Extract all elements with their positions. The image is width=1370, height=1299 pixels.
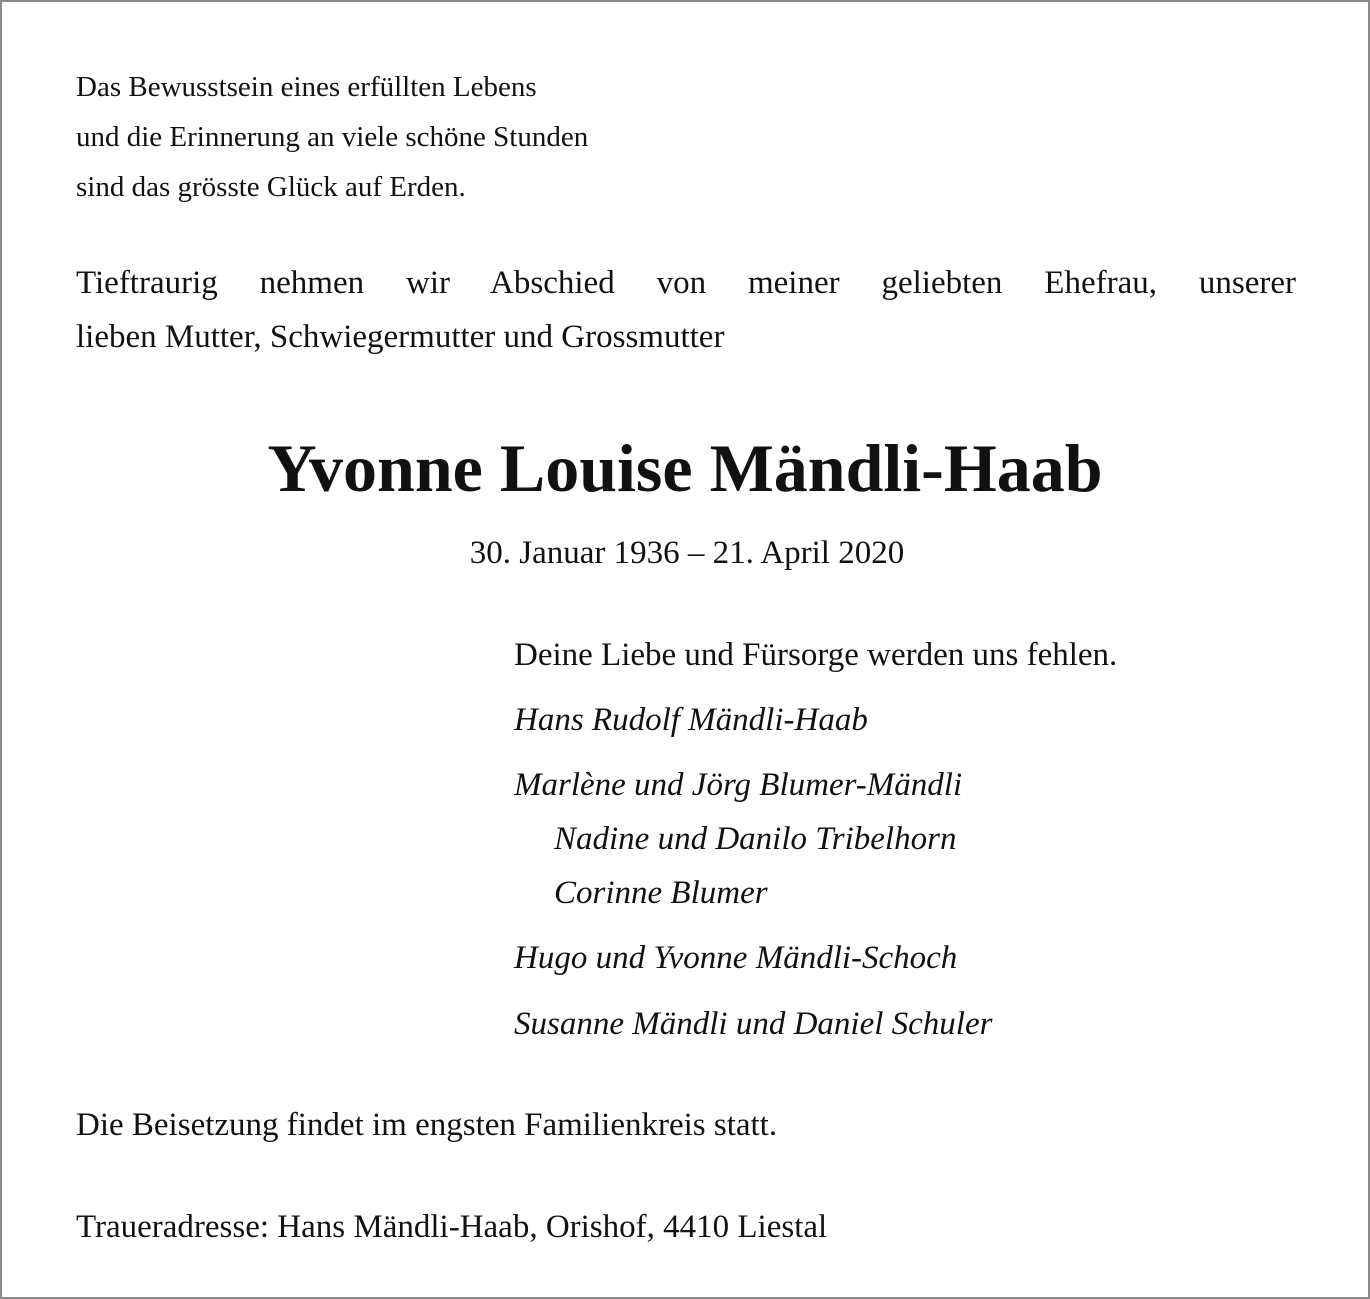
mourner-name: Hugo und Yvonne Mändli-Schoch <box>514 940 958 976</box>
burial-notice: Die Beisetzung findet im engsten Familienkreis statt. <box>76 1107 778 1143</box>
deceased-name: Yvonne Louise Mändli-Haab <box>267 430 1103 506</box>
motto-line: sind das grösste Glück auf Erden. <box>76 171 466 203</box>
farewell-message: Deine Liebe und Fürsorge werden uns fehlen. <box>514 637 1118 673</box>
mourner-name: Hans Rudolf Mändli-Haab <box>514 702 868 738</box>
mourner-name: Susanne Mändli und Daniel Schuler <box>514 1006 993 1042</box>
motto-line: und die Erinnerung an viele schöne Stunden <box>76 121 589 153</box>
life-dates: 30. Januar 1936 – 21. April 2020 <box>469 535 905 571</box>
motto-line: Das Bewusstsein eines erfüllten Lebens <box>76 71 537 103</box>
mourning-address: Traueradresse: Hans Mändli-Haab, Orishof, 4410 Liestal <box>76 1209 828 1245</box>
announcement-line: Tieftraurig nehmen wir Abschied von meiner geliebten Ehefrau, unserer <box>76 265 1296 301</box>
mourner-name: Marlène und Jörg Blumer-Mändli <box>514 767 963 803</box>
mourner-name: Nadine und Danilo Tribelhorn <box>554 821 957 857</box>
announcement-line: lieben Mutter, Schwiegermutter und Grossmutter <box>76 319 725 355</box>
motto-verse <box>76 62 588 212</box>
announcement-text <box>76 256 1296 364</box>
mourner-name: Corinne Blumer <box>554 875 768 911</box>
